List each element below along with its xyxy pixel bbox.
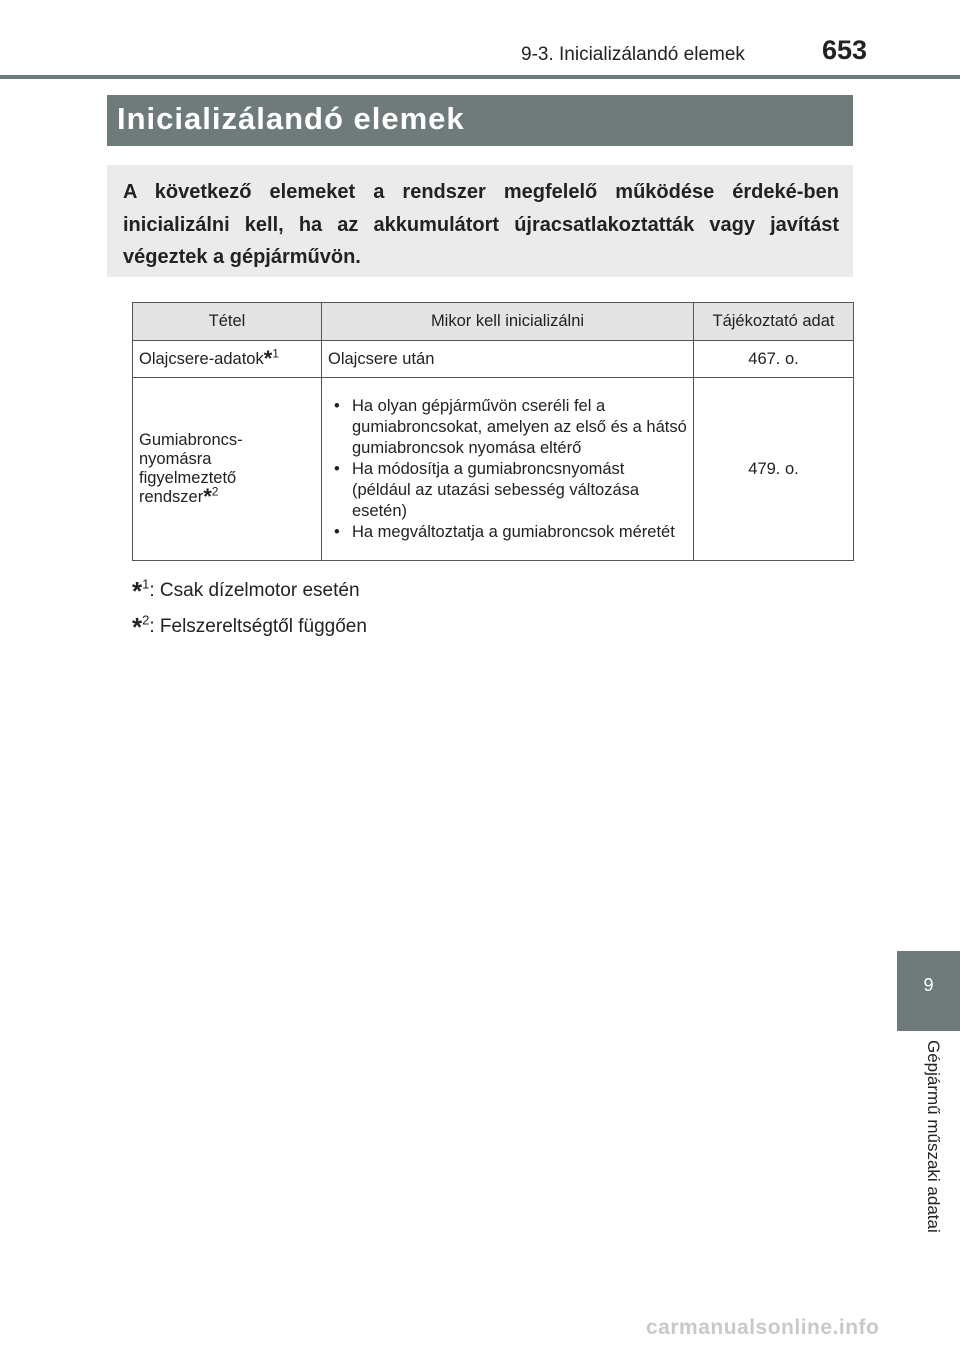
footnote-2 <box>132 608 367 642</box>
header-section-title: 9-3. Inicializálandó elemek <box>521 44 745 65</box>
note-number: 1 <box>272 346 279 360</box>
footnote-mark: * <box>132 612 143 642</box>
item-label <box>139 431 315 507</box>
initialization-table <box>132 302 854 561</box>
item-label-line: nyomásra <box>139 450 212 468</box>
footnote-text: : Felszereltségtől függően <box>149 616 367 637</box>
table-header-row <box>133 303 854 341</box>
note-number: 2 <box>211 484 219 499</box>
cell-when <box>322 378 694 561</box>
list-item: • Ha olyan gépjárművön cseréli fel a gumiabroncsokat, amelyen az első és a hátsó gumiabroncsok nyomása eltérő <box>328 396 687 459</box>
footnote-number: 1 <box>142 576 150 592</box>
cell-when: Olajcsere után <box>322 341 694 378</box>
condition-list <box>328 396 687 543</box>
footnote-1 <box>132 572 360 606</box>
column-header-item: Tétel <box>133 303 322 341</box>
footnote-mark: * <box>132 576 143 606</box>
note-mark: * <box>203 484 212 509</box>
footnote-number: 2 <box>142 612 150 628</box>
item-label: Olajcsere-adatok <box>139 349 264 368</box>
cell-reference: 479. o. <box>694 378 854 561</box>
chapter-tab[interactable] <box>897 951 960 1031</box>
cell-item <box>133 341 322 378</box>
item-label-line: rendszer*$^2$ <box>139 484 219 509</box>
intro-box <box>107 165 853 277</box>
watermark: carmanualsonline.info <box>646 1316 880 1339</box>
page-number: 653 <box>822 35 868 65</box>
chapter-label: Gépjármű műszaki adatai <box>924 1040 943 1233</box>
list-item: • Ha módosítja a gumiabroncsnyomást (például az utazási sebesség változása esetén) <box>328 459 687 522</box>
title-bar <box>107 95 853 146</box>
item-label-line: figyelmeztető <box>139 469 237 487</box>
page-title: Inicializálandó elemek <box>117 101 465 136</box>
note-mark: * <box>263 345 273 371</box>
chapter-number: 9 <box>923 975 934 995</box>
item-label-line: Gumiabroncs- <box>139 431 243 449</box>
chapter-label-wrap <box>897 1040 960 1300</box>
list-item: • Ha megváltoztatja a gumiabroncsok méretét <box>328 522 687 543</box>
table-row <box>133 341 854 378</box>
cell-item <box>133 378 322 561</box>
column-header-reference: Tájékoztató adat <box>694 303 854 341</box>
table-row <box>133 378 854 561</box>
footnote-text: : Csak dízelmotor esetén <box>149 580 360 601</box>
intro-text: A következő elemeket a rendszer megfelelő működése érdeké-ben inicializálni kell, ha az akkumulátort újracsatlakoztatták vagy javítást végeztek a gépjárművön. <box>123 181 839 268</box>
header-rule <box>0 75 960 79</box>
column-header-when: Mikor kell inicializálni <box>322 303 694 341</box>
cell-reference: 467. o. <box>694 341 854 378</box>
